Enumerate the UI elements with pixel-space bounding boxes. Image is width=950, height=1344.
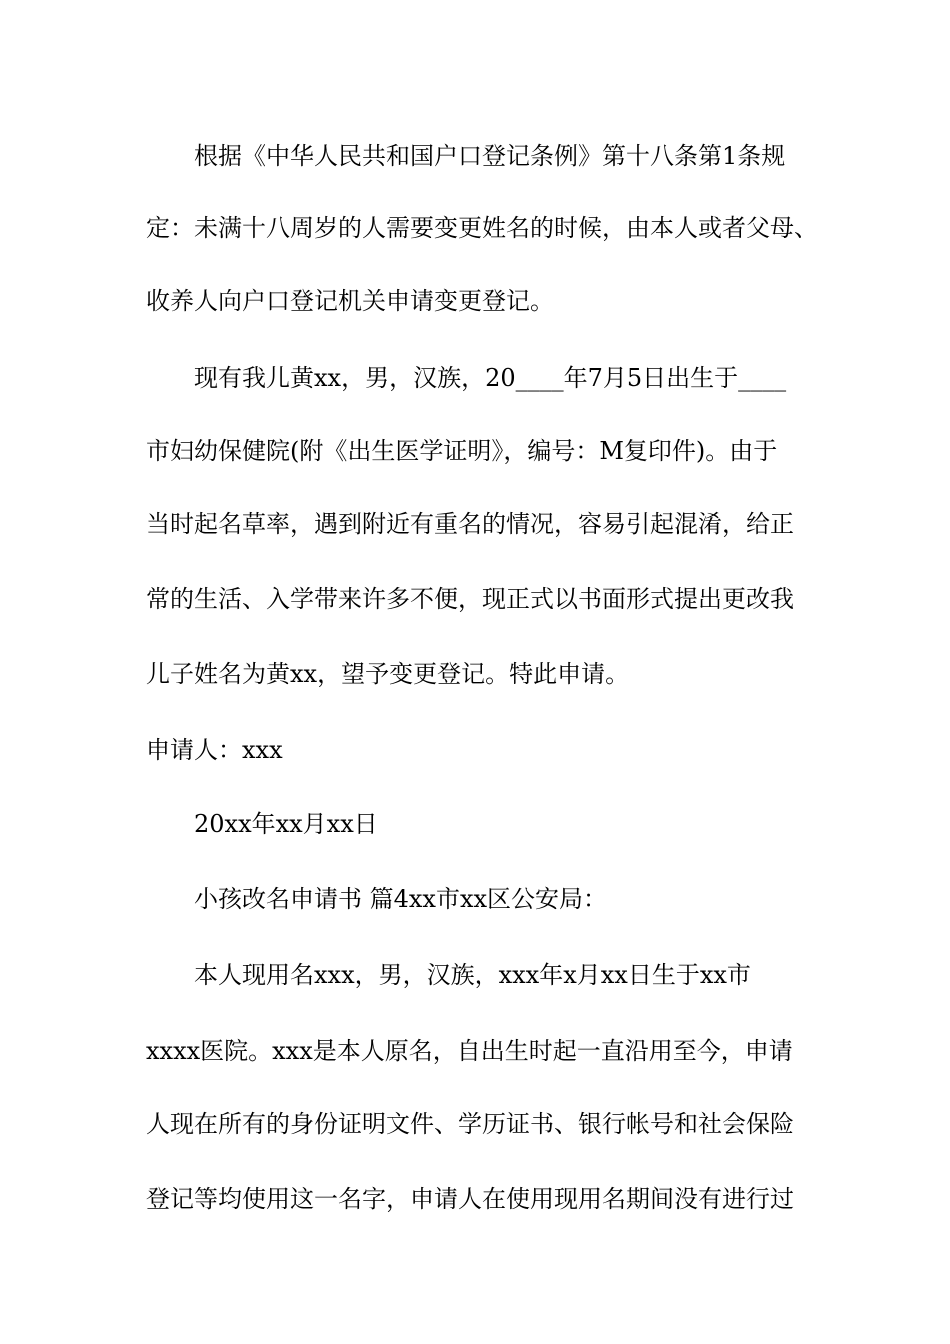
paragraph-2-line-1: 现有我儿黄xx，男，汉族，20____年7月5日出生于____ <box>194 364 787 392</box>
paragraph-3-line-3: 人现在所有的身份证明文件、学历证书、银行帐号和社会保险 <box>146 1110 794 1138</box>
paragraph-2-line-2: 市妇幼保健院(附《出生医学证明》，编号：M复印件)。由于 <box>146 437 778 465</box>
date-line: 20xx年xx月xx日 <box>194 810 378 838</box>
paragraph-3-line-4: 登记等均使用这一名字，申请人在使用现用名期间没有进行过 <box>146 1185 794 1213</box>
paragraph-3-line-1: 本人现用名xxx，男，汉族，xxx年x月xx日生于xx市 <box>194 961 751 989</box>
paragraph-1-line-1: 根据《中华人民共和国户口登记条例》第十八条第1条规 <box>194 142 786 170</box>
paragraph-2-line-3: 当时起名草率，遇到附近有重名的情况，容易引起混淆，给正 <box>146 510 794 538</box>
paragraph-2-line-5: 儿子姓名为黄xx，望予变更登记。特此申请。 <box>146 660 630 688</box>
applicant-line: 申请人：xxx <box>146 736 283 764</box>
paragraph-3-line-2: xxxx医院。xxx是本人原名，自出生时起一直沿用至今，申请 <box>146 1037 793 1065</box>
paragraph-1-line-3: 收养人向户口登记机关申请变更登记。 <box>146 287 554 315</box>
section-heading: 小孩改名申请书 篇4xx市xx区公安局： <box>194 885 608 913</box>
paragraph-1-line-2: 定：未满十八周岁的人需要变更姓名的时候，由本人或者父母、 <box>146 214 818 242</box>
paragraph-2-line-4: 常的生活、入学带来许多不便，现正式以书面形式提出更改我 <box>146 585 794 613</box>
